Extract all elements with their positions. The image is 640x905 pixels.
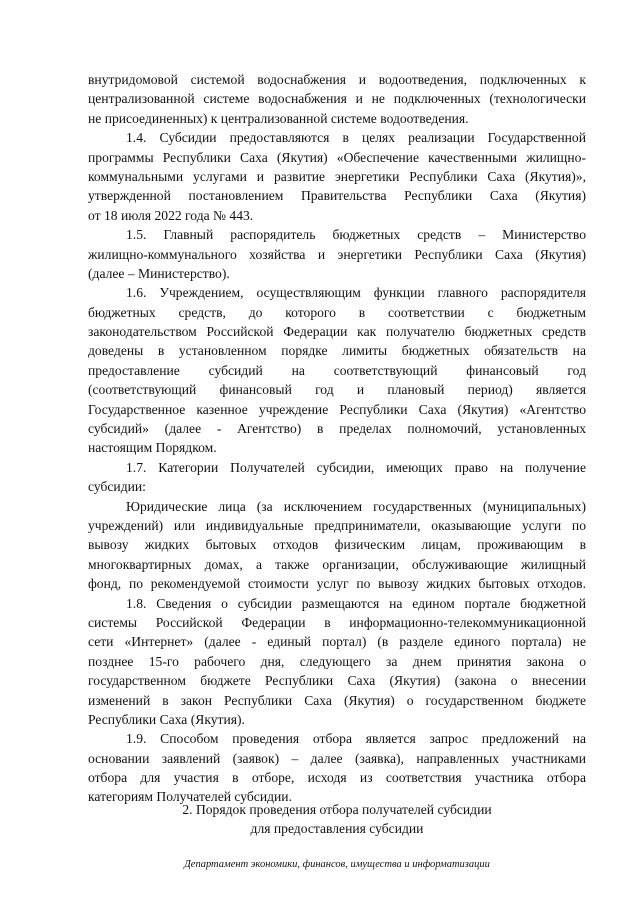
body-text-line: Государственное казенное учреждение Республики Саха (Якутия) «Агентство	[88, 401, 586, 417]
page-footer: Департамент экономики, финансов, имущества и информатизации	[184, 859, 490, 870]
body-text-line: от 18 июля 2022 года № 443.	[88, 207, 254, 223]
body-text-line: предоставление субсидий на соответствующий финансовый год	[88, 362, 586, 378]
body-text-line: основании заявлений (заявок) – далее (заявка), направленных участниками	[88, 750, 586, 766]
section-heading-line-2: для предоставления субсидии	[250, 821, 424, 836]
body-text-line: не присоединенных) к централизованной системе водоотведения.	[88, 110, 469, 126]
body-text-line: (соответствующий финансовый год и плановый период) является	[88, 382, 586, 398]
body-text-line: бюджетных средств, до которого в соответствии с бюджетным	[88, 304, 586, 320]
body-text-line: коммунальными услугами и развитие энергетики Республики Саха (Якутия)»,	[88, 168, 586, 184]
section-heading-line-1: 2. Порядок проведения отбора получателей субсидии	[182, 802, 492, 817]
body-text-line: фонд, по рекомендуемой стоимости услуг по вывозу жидких бытовых отходов.	[88, 576, 586, 592]
body-text-line: утвержденной постановлением Правительства Республики Саха (Якутия)	[88, 188, 586, 204]
document-body	[88, 70, 586, 807]
body-text-line: доведены в установленном порядке лимиты бюджетных обязательств на	[88, 343, 586, 359]
body-text-line: Республики Саха (Якутия).	[88, 711, 245, 727]
body-text-line: Юридические лица (за исключением государственных (муниципальных)	[126, 498, 586, 514]
body-text-line: 1.5. Главный распорядитель бюджетных средств – Министерство	[126, 227, 586, 243]
body-text-line: государственном бюджете Республики Саха (Якутия) (закона о внесении	[88, 673, 586, 689]
body-text-line: 1.9. Способом проведения отбора является запрос предложений на	[126, 731, 586, 747]
body-text-line: категориям Получателей субсидии.	[88, 789, 292, 805]
body-text-line: жилищно-коммунального хозяйства и энергетики Республики Саха (Якутия)	[88, 246, 586, 262]
body-text-line: изменений в закон Республики Саха (Якутия) о государственном бюджете	[88, 692, 586, 708]
body-text-line: вывозу жидких бытовых отходов физическим лицам, проживающим в	[88, 537, 586, 553]
body-text-line: субсидии:	[88, 479, 146, 495]
body-text-line: субсидий» (далее - Агентство) в пределах полномочий, установленных	[88, 421, 586, 437]
body-text-line: 1.6. Учреждением, осуществляющим функции главного распорядителя	[126, 285, 586, 301]
body-text-line: настоящим Порядком.	[88, 440, 217, 456]
body-text-line: 1.8. Сведения о субсидии размещаются на едином портале бюджетной	[126, 595, 586, 611]
body-text-line: отбора для участия в отборе, исходя из соответствия участника отбора	[88, 770, 586, 786]
body-text-line: внутридомовой системой водоснабжения и водоотведения, подключенных к	[88, 72, 586, 87]
body-text-line: сети «Интернет» (далее - единый портал) (в разделе единого портала) не	[88, 634, 586, 650]
body-text-line: 1.7. Категории Получателей субсидии, имеющих право на получение	[126, 459, 586, 475]
body-text-line: учреждений) или индивидуальные предприниматели, оказывающие услуги по	[88, 517, 586, 533]
body-text-line: многоквартирных домах, а также организации, обслуживающие жилищный	[88, 556, 586, 572]
body-text-line: централизованной системе водоснабжения и не подключенных (технологически	[88, 91, 586, 107]
body-text-line: законодательством Российской Федерации как получателю бюджетных средств	[88, 324, 586, 340]
body-text-line: позднее 15-го рабочего дня, следующего за днем принятия закона о	[88, 653, 586, 669]
body-text-line: системы Российской Федерации в информационно-телекоммуникационной	[88, 614, 586, 630]
body-text-line: программы Республики Саха (Якутия) «Обеспечение качественными жилищно-	[88, 149, 586, 165]
body-text-line: (далее – Министерство).	[88, 265, 230, 281]
body-text-line: 1.4. Субсидии предоставляются в целях реализации Государственной	[126, 130, 586, 146]
